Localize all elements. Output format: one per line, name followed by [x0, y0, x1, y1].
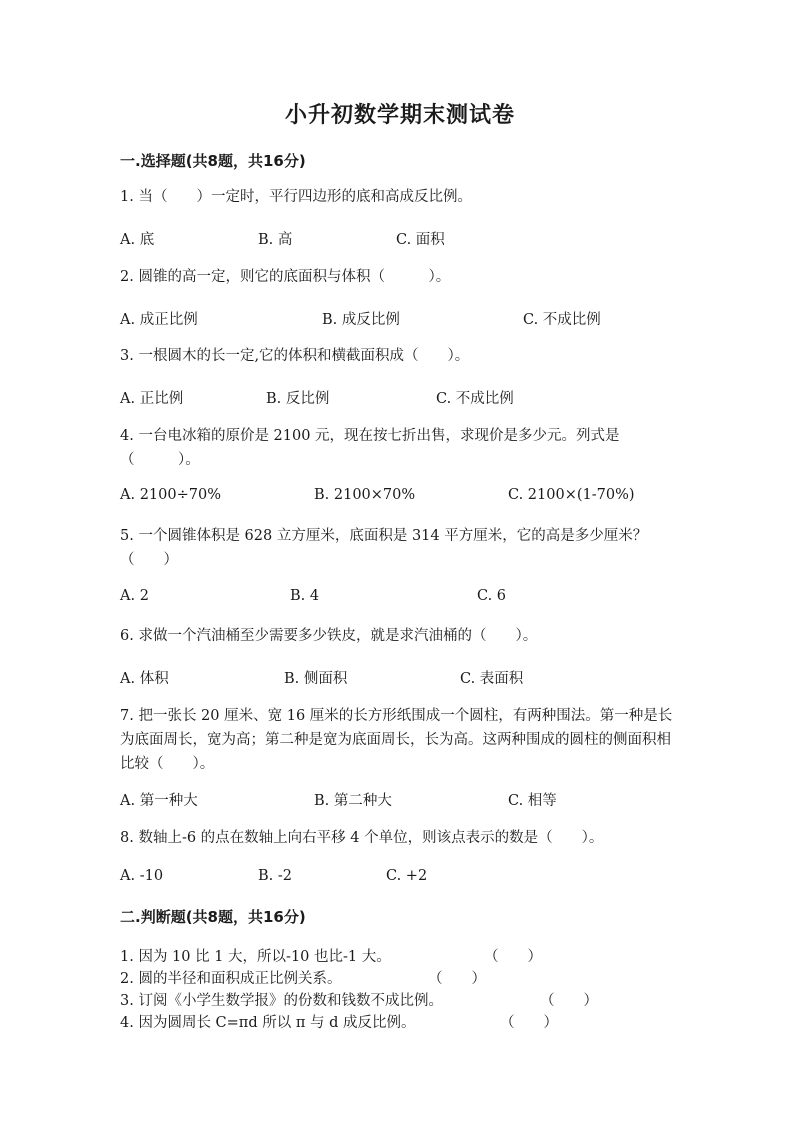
question-1-option-b: B. 高 [258, 232, 293, 248]
question-7: 7. 把一张长 20 厘米、宽 16 厘米的长方形纸围成一个圆柱，有两种围法。第一种是长为底面周长，宽为高；第二种是宽为底面周长，长为高。这两种围成的圆柱的侧面积相比较（ ）。 [120, 708, 673, 772]
question-5: 5. 一个圆锥体积是 628 立方厘米，底面积是 314 平方厘米，它的高是多少厘米？（ ） [120, 528, 648, 568]
question-3-option-c: C. 不成比例 [436, 391, 514, 407]
judge-item-2-paren: （ ） [428, 971, 486, 987]
question-3-option-b: B. 反比例 [266, 391, 330, 407]
judge-item-4: 4. 因为圆周长 C=πd 所以 π 与 d 成反比例。 [120, 1015, 416, 1031]
question-8-option-c: C. +2 [386, 868, 428, 884]
question-4-option-a: A. 2100÷70% [120, 487, 221, 503]
question-3-option-a: A. 正比例 [120, 391, 184, 407]
section-heading-choice: 一.选择题(共8题，共16分) [120, 152, 306, 170]
question-3: 3. 一根圆木的长一定,它的体积和横截面积成（ ）。 [120, 348, 470, 364]
question-6-option-a: A. 体积 [120, 671, 169, 687]
question-5-option-a: A. 2 [120, 588, 149, 604]
question-8-option-a: A. -10 [120, 868, 164, 884]
judge-item-4-paren: （ ） [500, 1015, 558, 1031]
question-4-option-b: B. 2100×70% [314, 487, 416, 503]
question-6-option-b: B. 侧面积 [284, 671, 348, 687]
judge-item-1: 1. 因为 10 比 1 大，所以-10 也比-1 大。 [120, 949, 391, 965]
judge-item-2: 2. 圆的半径和面积成正比例关系。 [120, 971, 342, 987]
question-7-option-c: C. 相等 [508, 793, 557, 809]
question-6: 6. 求做一个汽油桶至少需要多少铁皮，就是求汽油桶的（ ）。 [120, 628, 538, 644]
question-8: 8. 数轴上-6 的点在数轴上向右平移 4 个单位，则该点表示的数是（ ）。 [120, 830, 604, 846]
question-7-option-a: A. 第一种大 [120, 793, 198, 809]
question-6-option-c: C. 表面积 [460, 671, 524, 687]
question-1-option-c: C. 面积 [396, 232, 445, 248]
question-2-option-b: B. 成反比例 [322, 312, 400, 328]
judge-item-3-paren: （ ） [540, 993, 598, 1009]
question-1: 1. 当（ ）一定时，平行四边形的底和高成反比例。 [120, 189, 472, 205]
question-5-option-b: B. 4 [290, 588, 320, 604]
question-1-option-a: A. 底 [120, 232, 155, 248]
question-8-option-b: B. -2 [258, 868, 292, 884]
question-4: 4. 一台电冰箱的原价是 2100 元，现在按七折出售，求现价是多少元。列式是（ ）。 [120, 428, 620, 468]
page-title: 小升初数学期末测试卷 [284, 103, 515, 128]
question-2: 2. 圆锥的高一定，则它的底面积与体积（ ）。 [120, 269, 451, 285]
judge-item-1-paren: （ ） [484, 949, 542, 965]
question-2-option-c: C. 不成比例 [523, 312, 601, 328]
question-5-option-c: C. 6 [477, 588, 507, 604]
question-2-option-a: A. 成正比例 [120, 312, 198, 328]
question-4-option-c: C. 2100×(1-70%) [508, 487, 635, 503]
question-7-option-b: B. 第二种大 [314, 793, 392, 809]
judge-item-3: 3. 订阅《小学生数学报》的份数和钱数不成比例。 [120, 993, 443, 1009]
section-heading-judge: 二.判断题(共8题，共16分) [120, 908, 306, 926]
